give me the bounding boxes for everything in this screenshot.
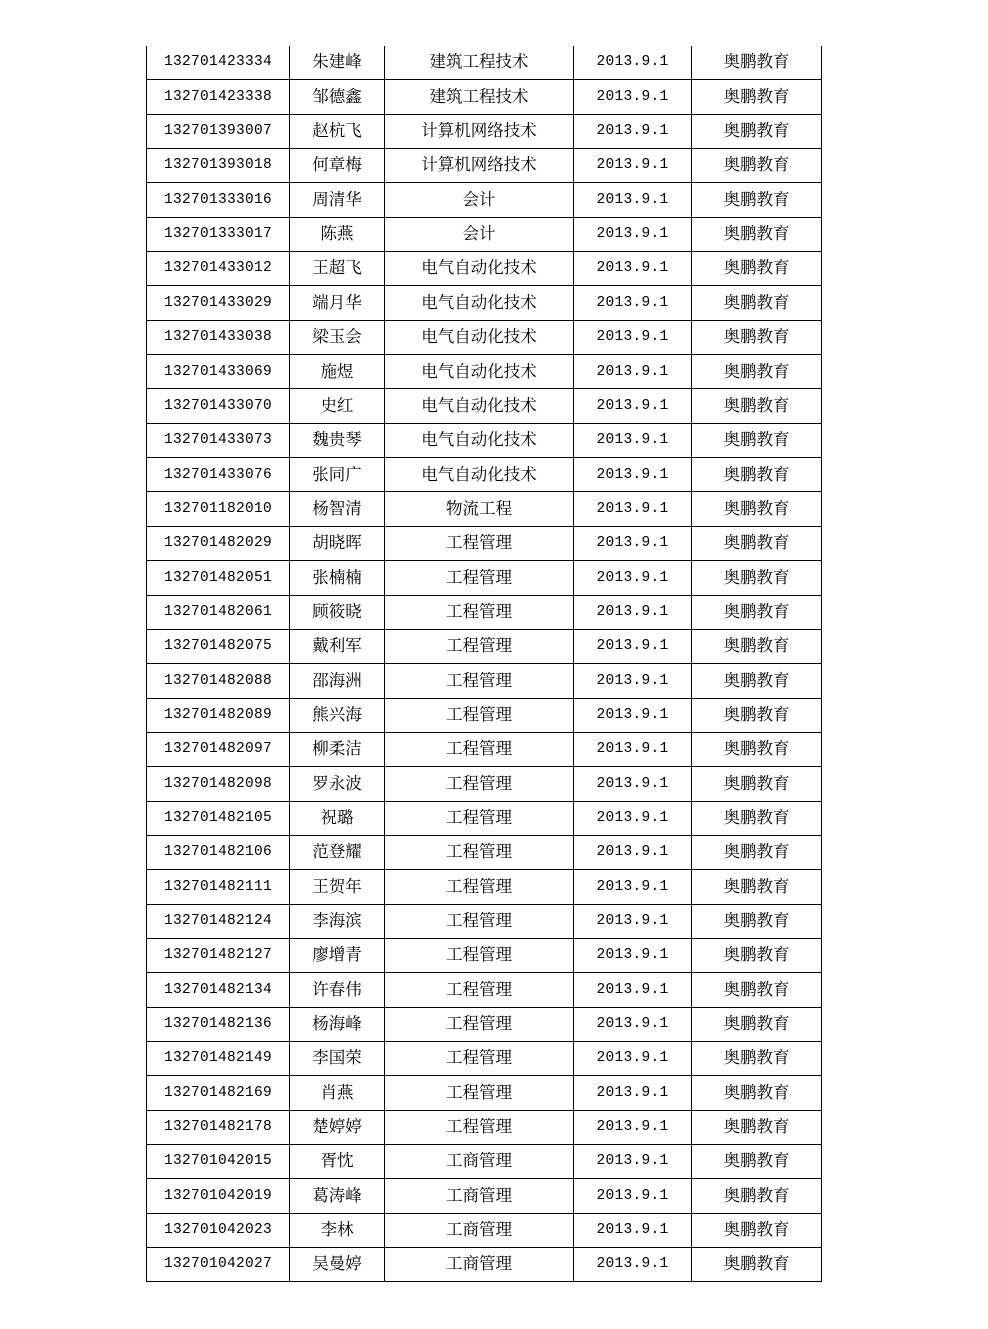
institution-cell: 奥鹏教育 (692, 423, 822, 457)
institution-cell: 奥鹏教育 (692, 1110, 822, 1144)
table-row (147, 114, 822, 148)
student-name-cell: 吴曼婷 (290, 1248, 385, 1282)
enroll-date-cell: 2013.9.1 (574, 973, 692, 1007)
student-id-cell: 132701182010 (147, 492, 290, 526)
major-cell: 电气自动化技术 (385, 320, 574, 354)
student-id-cell: 132701482051 (147, 561, 290, 595)
major-cell: 电气自动化技术 (385, 286, 574, 320)
major-cell: 电气自动化技术 (385, 458, 574, 492)
table-row (147, 595, 822, 629)
table-row (147, 389, 822, 423)
major-cell: 电气自动化技术 (385, 389, 574, 423)
student-name-cell: 陈燕 (290, 217, 385, 251)
institution-cell: 奥鹏教育 (692, 1145, 822, 1179)
table-row (147, 1179, 822, 1213)
student-id-cell: 132701482088 (147, 664, 290, 698)
table-row (147, 149, 822, 183)
table-row (147, 1145, 822, 1179)
institution-cell: 奥鹏教育 (692, 389, 822, 423)
student-name-cell: 朱建峰 (290, 46, 385, 80)
table-row (147, 938, 822, 972)
student-id-cell: 132701433070 (147, 389, 290, 423)
enroll-date-cell: 2013.9.1 (574, 320, 692, 354)
student-name-cell: 杨海峰 (290, 1007, 385, 1041)
major-cell: 建筑工程技术 (385, 80, 574, 114)
table-row (147, 286, 822, 320)
enroll-date-cell: 2013.9.1 (574, 629, 692, 663)
major-cell: 工程管理 (385, 698, 574, 732)
table-row (147, 629, 822, 663)
enroll-date-cell: 2013.9.1 (574, 46, 692, 80)
table-row (147, 904, 822, 938)
table-row (147, 183, 822, 217)
student-id-cell: 132701042019 (147, 1179, 290, 1213)
enroll-date-cell: 2013.9.1 (574, 870, 692, 904)
table-row (147, 561, 822, 595)
institution-cell: 奥鹏教育 (692, 938, 822, 972)
table-row (147, 664, 822, 698)
institution-cell: 奥鹏教育 (692, 801, 822, 835)
major-cell: 物流工程 (385, 492, 574, 526)
institution-cell: 奥鹏教育 (692, 835, 822, 869)
student-name-cell: 邹德鑫 (290, 80, 385, 114)
institution-cell: 奥鹏教育 (692, 320, 822, 354)
table-row (147, 1110, 822, 1144)
enroll-date-cell: 2013.9.1 (574, 1145, 692, 1179)
enroll-date-cell: 2013.9.1 (574, 252, 692, 286)
table-row (147, 767, 822, 801)
enroll-date-cell: 2013.9.1 (574, 698, 692, 732)
enroll-date-cell: 2013.9.1 (574, 835, 692, 869)
student-roster-table (146, 46, 822, 1282)
institution-cell: 奥鹏教育 (692, 664, 822, 698)
enroll-date-cell: 2013.9.1 (574, 114, 692, 148)
student-id-cell: 132701482134 (147, 973, 290, 1007)
enroll-date-cell: 2013.9.1 (574, 767, 692, 801)
enroll-date-cell: 2013.9.1 (574, 801, 692, 835)
student-id-cell: 132701333016 (147, 183, 290, 217)
student-id-cell: 132701482178 (147, 1110, 290, 1144)
table-row (147, 1076, 822, 1110)
student-id-cell: 132701482089 (147, 698, 290, 732)
institution-cell: 奥鹏教育 (692, 458, 822, 492)
enroll-date-cell: 2013.9.1 (574, 149, 692, 183)
institution-cell: 奥鹏教育 (692, 355, 822, 389)
enroll-date-cell: 2013.9.1 (574, 492, 692, 526)
student-name-cell: 范登耀 (290, 835, 385, 869)
institution-cell: 奥鹏教育 (692, 526, 822, 560)
table-row (147, 1248, 822, 1282)
major-cell: 电气自动化技术 (385, 252, 574, 286)
student-name-cell: 端月华 (290, 286, 385, 320)
enroll-date-cell: 2013.9.1 (574, 664, 692, 698)
student-id-cell: 132701433069 (147, 355, 290, 389)
student-id-cell: 132701482029 (147, 526, 290, 560)
table-row (147, 801, 822, 835)
student-name-cell: 楚婷婷 (290, 1110, 385, 1144)
institution-cell: 奥鹏教育 (692, 149, 822, 183)
table-row (147, 458, 822, 492)
major-cell: 工程管理 (385, 870, 574, 904)
student-name-cell: 祝璐 (290, 801, 385, 835)
student-name-cell: 梁玉会 (290, 320, 385, 354)
major-cell: 计算机网络技术 (385, 149, 574, 183)
institution-cell: 奥鹏教育 (692, 80, 822, 114)
major-cell: 工程管理 (385, 835, 574, 869)
student-id-cell: 132701433038 (147, 320, 290, 354)
student-id-cell: 132701393018 (147, 149, 290, 183)
major-cell: 会计 (385, 183, 574, 217)
student-id-cell: 132701482075 (147, 629, 290, 663)
table-row (147, 526, 822, 560)
student-id-cell: 132701482149 (147, 1041, 290, 1075)
student-id-cell: 132701482106 (147, 835, 290, 869)
student-id-cell: 132701482097 (147, 732, 290, 766)
institution-cell: 奥鹏教育 (692, 732, 822, 766)
institution-cell: 奥鹏教育 (692, 561, 822, 595)
enroll-date-cell: 2013.9.1 (574, 732, 692, 766)
table-row (147, 355, 822, 389)
student-id-cell: 132701433012 (147, 252, 290, 286)
student-name-cell: 杨智清 (290, 492, 385, 526)
student-name-cell: 顾筱晓 (290, 595, 385, 629)
enroll-date-cell: 2013.9.1 (574, 1076, 692, 1110)
institution-cell: 奥鹏教育 (692, 629, 822, 663)
major-cell: 工程管理 (385, 1041, 574, 1075)
table-row (147, 423, 822, 457)
table-row (147, 1007, 822, 1041)
enroll-date-cell: 2013.9.1 (574, 217, 692, 251)
major-cell: 工商管理 (385, 1213, 574, 1247)
student-id-cell: 132701393007 (147, 114, 290, 148)
major-cell: 电气自动化技术 (385, 423, 574, 457)
enroll-date-cell: 2013.9.1 (574, 1213, 692, 1247)
major-cell: 工程管理 (385, 973, 574, 1007)
major-cell: 工程管理 (385, 1007, 574, 1041)
institution-cell: 奥鹏教育 (692, 698, 822, 732)
enroll-date-cell: 2013.9.1 (574, 80, 692, 114)
student-name-cell: 柳柔洁 (290, 732, 385, 766)
student-id-cell: 132701042027 (147, 1248, 290, 1282)
institution-cell: 奥鹏教育 (692, 1248, 822, 1282)
table-row (147, 217, 822, 251)
student-id-cell: 132701482127 (147, 938, 290, 972)
table-row (147, 252, 822, 286)
institution-cell: 奥鹏教育 (692, 870, 822, 904)
enroll-date-cell: 2013.9.1 (574, 423, 692, 457)
enroll-date-cell: 2013.9.1 (574, 1041, 692, 1075)
roster-body (147, 46, 822, 1282)
table-row (147, 973, 822, 1007)
major-cell: 工程管理 (385, 801, 574, 835)
student-name-cell: 邵海洲 (290, 664, 385, 698)
student-name-cell: 胡晓晖 (290, 526, 385, 560)
student-id-cell: 132701423338 (147, 80, 290, 114)
student-name-cell: 何章梅 (290, 149, 385, 183)
enroll-date-cell: 2013.9.1 (574, 458, 692, 492)
table-row (147, 732, 822, 766)
institution-cell: 奥鹏教育 (692, 46, 822, 80)
student-name-cell: 李林 (290, 1213, 385, 1247)
table-row (147, 870, 822, 904)
institution-cell: 奥鹏教育 (692, 1041, 822, 1075)
table-row (147, 698, 822, 732)
enroll-date-cell: 2013.9.1 (574, 1110, 692, 1144)
table-row (147, 835, 822, 869)
major-cell: 工程管理 (385, 732, 574, 766)
enroll-date-cell: 2013.9.1 (574, 938, 692, 972)
student-id-cell: 132701433073 (147, 423, 290, 457)
table-row (147, 492, 822, 526)
table-row (147, 1213, 822, 1247)
student-name-cell: 张同广 (290, 458, 385, 492)
student-name-cell: 许春伟 (290, 973, 385, 1007)
student-name-cell: 胥忱 (290, 1145, 385, 1179)
major-cell: 计算机网络技术 (385, 114, 574, 148)
major-cell: 建筑工程技术 (385, 46, 574, 80)
student-name-cell: 罗永波 (290, 767, 385, 801)
enroll-date-cell: 2013.9.1 (574, 526, 692, 560)
student-id-cell: 132701433029 (147, 286, 290, 320)
student-name-cell: 赵杭飞 (290, 114, 385, 148)
enroll-date-cell: 2013.9.1 (574, 389, 692, 423)
student-name-cell: 张楠楠 (290, 561, 385, 595)
student-name-cell: 熊兴海 (290, 698, 385, 732)
student-name-cell: 戴利军 (290, 629, 385, 663)
enroll-date-cell: 2013.9.1 (574, 561, 692, 595)
institution-cell: 奥鹏教育 (692, 595, 822, 629)
student-id-cell: 132701482124 (147, 904, 290, 938)
student-id-cell: 132701482111 (147, 870, 290, 904)
enroll-date-cell: 2013.9.1 (574, 183, 692, 217)
institution-cell: 奥鹏教育 (692, 252, 822, 286)
major-cell: 工程管理 (385, 767, 574, 801)
student-id-cell: 132701333017 (147, 217, 290, 251)
major-cell: 工程管理 (385, 664, 574, 698)
student-id-cell: 132701482136 (147, 1007, 290, 1041)
institution-cell: 奥鹏教育 (692, 767, 822, 801)
table-row (147, 1041, 822, 1075)
major-cell: 工程管理 (385, 1076, 574, 1110)
student-id-cell: 132701042015 (147, 1145, 290, 1179)
institution-cell: 奥鹏教育 (692, 492, 822, 526)
major-cell: 工程管理 (385, 595, 574, 629)
student-name-cell: 李海滨 (290, 904, 385, 938)
table-row (147, 320, 822, 354)
major-cell: 工程管理 (385, 526, 574, 560)
enroll-date-cell: 2013.9.1 (574, 355, 692, 389)
major-cell: 会计 (385, 217, 574, 251)
student-name-cell: 周清华 (290, 183, 385, 217)
enroll-date-cell: 2013.9.1 (574, 1007, 692, 1041)
major-cell: 电气自动化技术 (385, 355, 574, 389)
institution-cell: 奥鹏教育 (692, 1213, 822, 1247)
major-cell: 工程管理 (385, 1110, 574, 1144)
student-name-cell: 葛涛峰 (290, 1179, 385, 1213)
student-name-cell: 王超飞 (290, 252, 385, 286)
student-id-cell: 132701423334 (147, 46, 290, 80)
enroll-date-cell: 2013.9.1 (574, 904, 692, 938)
enroll-date-cell: 2013.9.1 (574, 1248, 692, 1282)
table-row (147, 80, 822, 114)
table-row (147, 46, 822, 80)
student-name-cell: 魏贵琴 (290, 423, 385, 457)
institution-cell: 奥鹏教育 (692, 1179, 822, 1213)
enroll-date-cell: 2013.9.1 (574, 1179, 692, 1213)
institution-cell: 奥鹏教育 (692, 973, 822, 1007)
major-cell: 工商管理 (385, 1248, 574, 1282)
student-id-cell: 132701482169 (147, 1076, 290, 1110)
student-name-cell: 李国荣 (290, 1041, 385, 1075)
institution-cell: 奥鹏教育 (692, 114, 822, 148)
institution-cell: 奥鹏教育 (692, 1076, 822, 1110)
student-id-cell: 132701482061 (147, 595, 290, 629)
institution-cell: 奥鹏教育 (692, 183, 822, 217)
institution-cell: 奥鹏教育 (692, 1007, 822, 1041)
student-id-cell: 132701482105 (147, 801, 290, 835)
student-name-cell: 史红 (290, 389, 385, 423)
major-cell: 工商管理 (385, 1179, 574, 1213)
student-id-cell: 132701042023 (147, 1213, 290, 1247)
institution-cell: 奥鹏教育 (692, 904, 822, 938)
student-name-cell: 施煜 (290, 355, 385, 389)
enroll-date-cell: 2013.9.1 (574, 286, 692, 320)
major-cell: 工程管理 (385, 561, 574, 595)
institution-cell: 奥鹏教育 (692, 286, 822, 320)
major-cell: 工程管理 (385, 904, 574, 938)
student-id-cell: 132701433076 (147, 458, 290, 492)
student-name-cell: 王贺年 (290, 870, 385, 904)
student-name-cell: 廖增青 (290, 938, 385, 972)
student-name-cell: 肖燕 (290, 1076, 385, 1110)
institution-cell: 奥鹏教育 (692, 217, 822, 251)
student-id-cell: 132701482098 (147, 767, 290, 801)
major-cell: 工程管理 (385, 938, 574, 972)
major-cell: 工程管理 (385, 629, 574, 663)
enroll-date-cell: 2013.9.1 (574, 595, 692, 629)
major-cell: 工商管理 (385, 1145, 574, 1179)
